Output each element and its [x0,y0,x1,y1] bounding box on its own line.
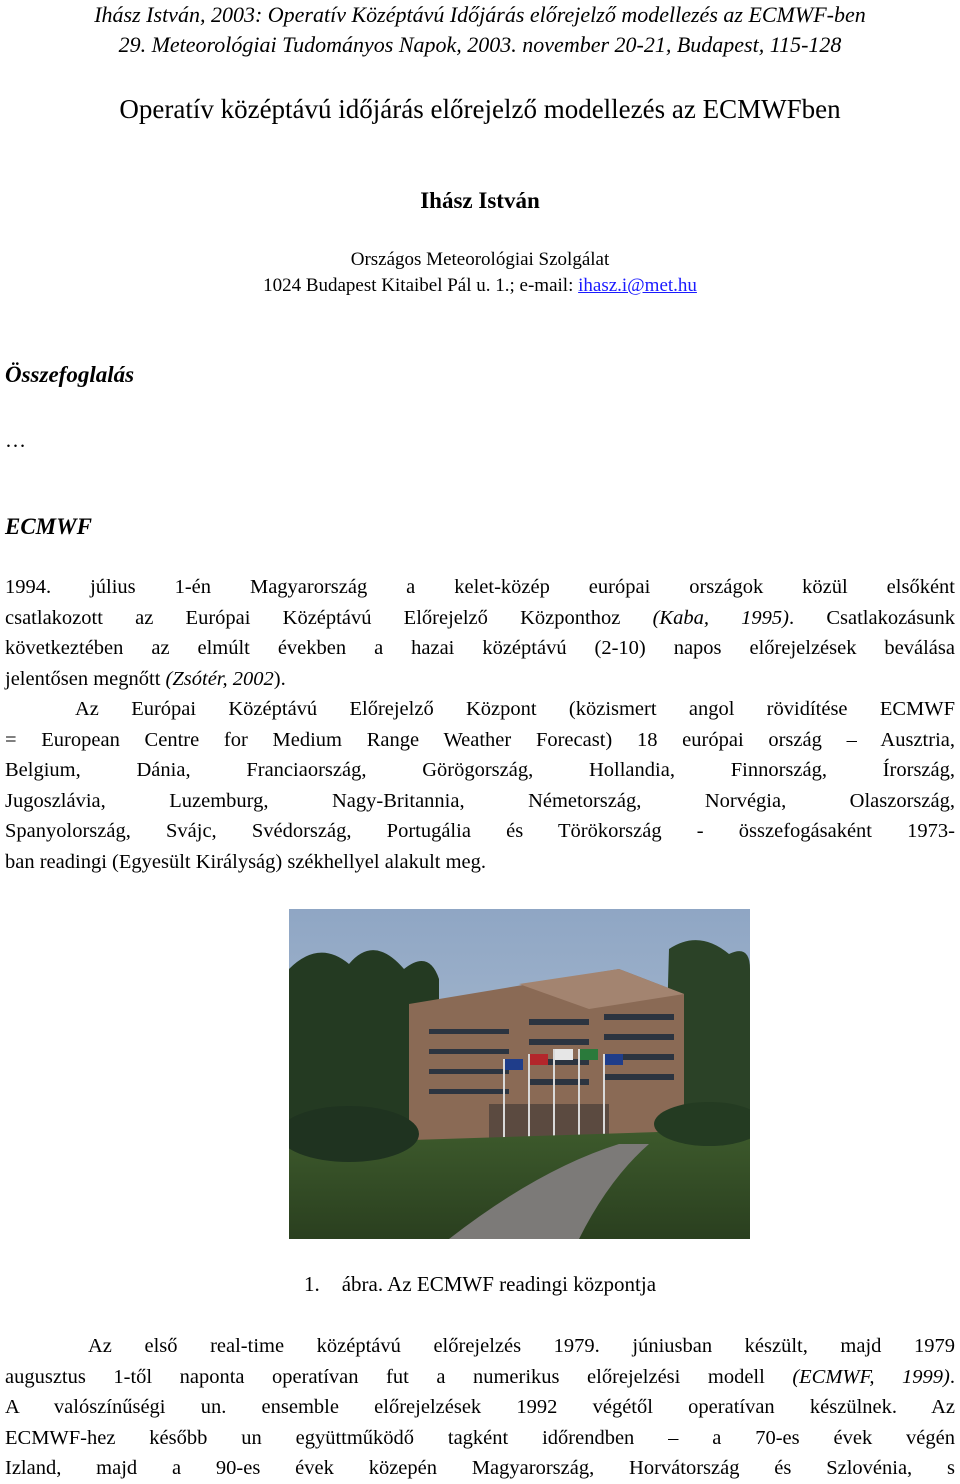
paragraph-2 [5,694,955,877]
figure-caption [0,1272,960,1297]
p2-line-6: ban readingi (Egyesült Királyság) székhellyel alakult meg. [5,850,487,873]
email-link[interactable]: ihasz.i@met.hu [578,275,697,296]
address-text: 1024 Budapest Kitaibel Pál u. 1.; e-mail: [263,275,579,296]
p2-line-1: Az Európai Középtávú Előrejelző Központ (közismert angol rövidítése ECMWF [75,698,955,720]
p2-line-2: = European Centre for Medium Range Weather Forecast) 18 európai ország – Ausztria, [5,728,955,751]
figure-number: 1. [303,1272,320,1296]
affiliation-address [0,273,960,299]
p2-line-3: Belgium, Dánia, Franciaország, Görögország, Hollandia, Finnország, Írország, [5,759,955,781]
citation-ecmwf: (ECMWF, 1999) [792,1365,950,1388]
p1-line-2: csatlakozott az Európai Középtávú Előrejelző Központhoz (Kaba, 1995). Csatlakozásunk [5,606,956,629]
p3-line-3: A valószínűségi un. ensemble előrejelzések 1992 végétől operatívan készülnek. Az [5,1396,955,1418]
abstract-heading: Összefoglalás [5,362,135,387]
paragraph-1 [5,572,955,694]
running-header-line-1: Ihász István, 2003: Operatív Középtávú Időjárás előrejelző modellezés az ECMWF-ben [94,2,866,27]
p1-line-1: 1994. július 1-én Magyarország a kelet-közép európai országok közül elsőként [5,576,955,598]
section-heading-ecmwf: ECMWF [5,514,92,539]
running-header-line-2: 29. Meteorológiai Tudományos Napok, 2003. november 20-21, Budapest, 115-128 [118,32,842,57]
paragraph-3 [5,1331,955,1484]
ecmwf-building-photo [289,909,750,1239]
p2-line-4: Jugoszlávia, Luzemburg, Nagy-Britannia, Németország, Norvégia, Olaszország, [5,789,955,812]
p2-line-5: Spanyolország, Svájc, Svédország, Portugália és Törökország - összefogásaként 1973- [5,820,955,842]
building-photo-illustration [289,909,750,1239]
figure-caption-text: ábra. Az ECMWF readingi központja [341,1272,657,1296]
p3-line-4: ECMWF-hez később un együttműködő tagként időrendben – a 70-es évek végén [5,1426,955,1449]
p1-line-4: jelentősen megnőtt (Zsótér, 2002). [5,667,286,690]
paper-title: Operatív középtávú időjárás előrejelző modellezés az ECMWFben [119,94,841,124]
citation-zsoter: (Zsótér, 2002 [165,667,274,690]
p1-line-3: következtében az elmúlt években a hazai középtávú (2-10) napos előrejelzések beválása [5,637,955,659]
p3-line-2: augusztus 1-től naponta operatívan fut a numerikus előrejelzési modell (ECMWF, 1999). [5,1365,955,1388]
affiliation-org: Országos Meteorológiai Szolgálat [350,249,610,270]
citation-kaba: (Kaba, 1995) [652,606,789,629]
p3-line-5: Izland, majd a 90-es évek közepén Magyarország, Horvátország és Szlovénia, s [5,1457,955,1479]
abstract-ellipsis: … [5,428,26,452]
p3-line-1: Az első real-time középtávú előrejelzés 1979. júniusban készült, majd 1979 [88,1335,955,1357]
author-name: Ihász István [420,188,540,213]
